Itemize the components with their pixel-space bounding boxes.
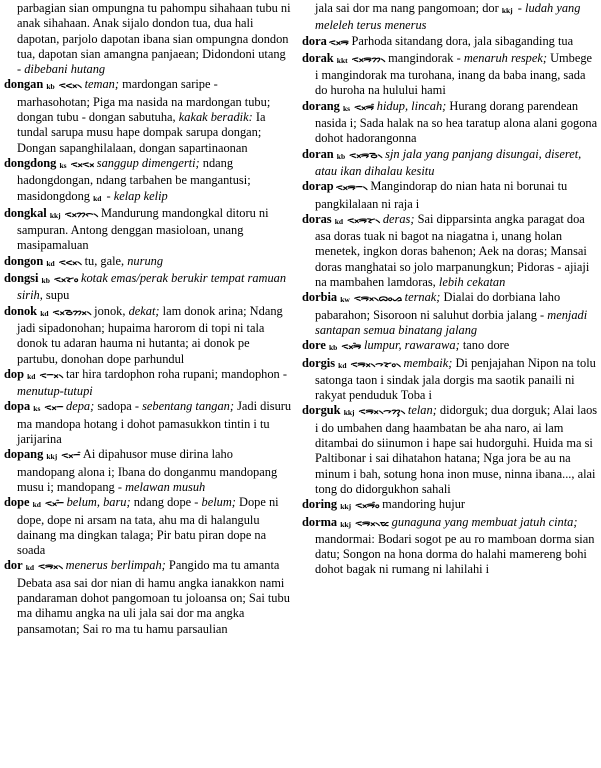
word-class-tag: kd — [25, 563, 35, 573]
entry-headword: donok — [4, 303, 38, 318]
entry-headword: dorguk — [302, 403, 341, 418]
definition-text: Hurang dorang parendean nasida i; Sada halak na so hea taratup alona alani gogona dohot hadorangonna — [315, 98, 598, 146]
definition-text: Umbege i mangindorak ma turohana, inang da baba inang, sada do huroha na hulului hami — [315, 50, 593, 98]
dictionary-entry — [4, 156, 292, 206]
definition-italic: dibebani hutang — [24, 62, 106, 77]
entry-headword: dopa — [4, 399, 31, 414]
entry-headword: dongsi — [4, 271, 39, 286]
word-class-tag: kb — [41, 276, 50, 286]
entry-headword: dongdong — [4, 155, 57, 170]
entry-headword: dorbia — [302, 290, 338, 305]
definition-italic: menjadi santapan semua binatang jalang — [315, 307, 588, 337]
batak-script-word: ᯑᯬᯒᯘ᯲ — [347, 215, 380, 226]
definition-italic: melawan musuh — [125, 479, 206, 494]
definition-italic: menerus berlimpah; — [65, 558, 166, 573]
word-class-tag: kd — [27, 371, 36, 381]
definition-italic: nurung — [127, 253, 164, 268]
batak-script-word: ᯑᯬᯒᯩ — [341, 342, 362, 353]
word-class-tag: kd — [40, 308, 49, 318]
batak-script-word: ᯑᯬᯉᯬᯂ᯲ — [52, 307, 92, 318]
word-class-tag: kkj — [340, 519, 352, 529]
word-class-tag: kkt — [336, 55, 348, 65]
definition-italic: sjn jala yang panjang disungai, diseret, atau ikan dihalau kesitu — [315, 146, 582, 178]
definition-text: Ai dipahusor muse dirina laho mandopang alona i; Ibana do donganmu mandopang musu i; mandopang - — [17, 447, 278, 494]
word-class-tag: kd — [32, 500, 41, 510]
dictionary-entry — [4, 304, 292, 367]
definition-text: mandormai: Bodari sogot pe au ro mamboan dorma sian datu; Songon na hona dorma do halahi mamereng bohi dohot bagak ni rumang ni lahilahi i — [315, 531, 595, 577]
batak-script-word: ᯑᯬᯒ᯲ᯎᯪᯘ᯲ — [350, 359, 401, 370]
dictionary-entry — [302, 51, 598, 99]
batak-script-word: ᯑᯬᯒᯉ᯲ — [349, 150, 383, 161]
word-class-tag: kkj — [343, 408, 355, 418]
batak-script-word: ᯑᯬᯇ᯲ — [39, 370, 64, 381]
entry-headword: dopang — [4, 447, 44, 462]
batak-script-word: ᯑᯬᯇ — [44, 403, 64, 414]
definition-text: didorguk; dua dorguk; Alai laos i do umbahen dang haambatan be aha naro, ai lam ditambai do siinumon i hape sai hudorguhi. Huida ma si Paltibonar i sai dihatahon hatana; Nga jora be au na minum i bah, sotung hona inon muse, ninna ibana..., alai tong do didorgukhon sahali — [315, 403, 598, 496]
word-class-tag: ks — [59, 160, 67, 170]
entry-headword: dorap — [302, 179, 334, 194]
dictionary-entry — [302, 403, 598, 497]
definition-italic: ludah yang meleleh terus menerus — [315, 1, 581, 33]
batak-script-word: ᯑᯬᯒᯰ — [354, 102, 374, 113]
entry-headword: dorgis — [302, 355, 336, 370]
entry-headword: dorak — [302, 50, 334, 65]
dictionary-entry — [302, 179, 598, 212]
word-class-tag: ks — [342, 103, 351, 113]
batak-script-word: ᯑᯬᯒᯇ᯲ — [335, 183, 368, 194]
word-class-tag: kkj — [46, 452, 58, 462]
batak-script-word: ᯑᯬᯒ᯲ᯅᯪᯀ — [353, 294, 402, 305]
definition-italic: kotak emas/perak berukir tempat ramuan sirih, — [17, 271, 287, 303]
entry-headword: dongan — [4, 77, 44, 92]
entry-headword: doran — [302, 146, 334, 161]
entry-continuation — [4, 1, 292, 77]
word-class-tag: kd — [334, 216, 344, 226]
word-class-tag: kd — [338, 360, 347, 370]
dictionary-entry — [4, 271, 292, 304]
definition-text: jonok, — [94, 303, 129, 318]
batak-script-word: ᯑᯬᯝ᯲ — [58, 81, 82, 92]
batak-script-word: ᯑᯬᯘᯪ — [53, 275, 78, 286]
definition-text: Mandurung mandongkal ditoru ni sampuran. Antong denggan masioloan, unang masipamaluan — [17, 205, 269, 253]
word-class-tag: ks — [33, 404, 41, 414]
batak-script-word: ᯑᯬᯒ — [328, 37, 349, 48]
batak-script-word: ᯑᯬᯂᯞ᯲ — [64, 209, 98, 220]
batak-script-word: ᯑᯬᯇᯰ — [61, 451, 80, 462]
definition-text: Pangido ma tu amanta Debata asa sai dor nian di hamu angka ianakkon nami pandaraman dohot pangomoan tu joloansa on; Sai tubu ma dihamu angka na uli jala sai dor ma angka pansamotan; Sai ro ma tu hamu parsaulian — [17, 558, 290, 636]
definition-italic: deras; — [382, 211, 415, 226]
batak-script-word: ᯑᯬᯒ᯲ᯔ — [355, 518, 389, 529]
batak-script-word: ᯑᯬᯑᯬ — [70, 159, 94, 170]
entry-headword: doras — [302, 211, 332, 226]
dictionary-entry — [302, 338, 598, 355]
definition-italic: hidup, lincah; — [376, 98, 447, 113]
word-class-tag: kd — [93, 193, 102, 203]
definition-italic: menaruh respek; — [463, 50, 547, 65]
entry-headword: dope — [4, 495, 30, 510]
dictionary-entry — [302, 290, 598, 338]
dictionary-entry — [302, 515, 598, 578]
definition-italic: sanggup dimengerti; — [96, 155, 200, 170]
entry-headword: dorang — [302, 98, 340, 113]
definition-text: Sai dipparsinta angka paragat doa asa doras tuak ni bagot na niagatna i, unang holan menetek, ingkon doras bahenon; Aek na doras; Mansai doras manghatai so jolo marpanungkun; Pidoras - ajiaji na mambahen lamdoras, — [315, 211, 590, 290]
definition-text: Mangindorap do nian hata ni borunai tu pangkilalaan ni raja i — [315, 179, 568, 211]
definition-text: - — [103, 188, 114, 203]
definition-text: tano dore — [459, 338, 510, 353]
definition-text: Ia tundal sarupa musu hape dompak sarupa dongan; Dongan sapanghilalaan, dongan sapartinaonan — [17, 110, 266, 155]
batak-script-word: ᯑᯬᯇᯩ — [44, 499, 64, 510]
batak-script-word: ᯑᯬᯒᯂ᯲ — [351, 54, 386, 65]
dictionary-entry — [302, 497, 598, 514]
definition-italic: belum, baru; — [66, 495, 131, 510]
dictionary-entry — [4, 495, 292, 558]
dictionary-entry — [4, 399, 292, 447]
dictionary-entry — [4, 77, 292, 155]
definition-text: Dialai do dorbiana laho pabarahon; Sisoroon ni saluhut dorbia jalang - — [315, 290, 561, 322]
entry-headword: dongon — [4, 253, 44, 268]
definition-text: parbagian sian ompungna tu pahompu sihahaan tubu ni anak sihahaan. Anak sijalo dondon tua, dua hali dapotan, parjolo dapotan ibana sian ompungna dondon tua, dapotan sian amangna panjaean; Didondoni utang - — [17, 1, 291, 77]
entry-headword: dora — [302, 33, 327, 48]
batak-script-word: ᯑᯬᯝ᯲ — [58, 257, 82, 268]
dictionary-entry — [302, 212, 598, 290]
dictionary-entry — [4, 254, 292, 271]
batak-script-word: ᯑᯬᯒᯪᯰ — [355, 501, 380, 512]
definition-text: mangindorak - — [388, 50, 464, 65]
dictionary-entry — [4, 367, 292, 400]
entry-continuation — [302, 1, 598, 34]
dictionary-entry — [302, 147, 598, 180]
definition-text: mardongan saripe - marhasohotan; Piga ma nasida na mardongan tubu; dongan tubu - dongan sabutuha, — [17, 77, 271, 125]
dictionary-entry — [302, 99, 598, 147]
word-class-tag: kkj — [49, 210, 61, 220]
definition-text: Jadi disuru ma mandopa hotang i dohot pamasukkon tintin i tu jarijarina — [17, 399, 292, 447]
definition-italic: kelap kelip — [113, 188, 168, 203]
definition-text: tu, gale, — [84, 253, 128, 268]
definition-italic: ternak; — [404, 290, 441, 305]
word-class-tag: kb — [336, 151, 346, 161]
definition-text: - — [514, 1, 526, 15]
definition-italic: depa; — [66, 399, 95, 414]
dictionary-entry — [302, 356, 598, 404]
word-class-tag: kd — [46, 258, 55, 268]
definition-italic: kakak beradik: — [178, 110, 253, 125]
word-class-tag: kb — [328, 343, 338, 353]
dictionary-entry — [4, 558, 292, 636]
word-class-tag: kw — [340, 295, 350, 305]
definition-italic: dekat; — [128, 303, 160, 318]
definition-italic: lebih cekatan — [438, 275, 506, 290]
definition-text: jala sai dor ma nang pangomoan; dor — [315, 1, 502, 15]
dictionary-entry — [302, 34, 598, 51]
definition-text: tar hira tardophon roha rupani; mandophon - — [66, 366, 287, 381]
batak-script-word: ᯑᯬᯒ᯲ᯎᯮᯂ᯲ — [358, 407, 405, 418]
definition-text: Dope ni dope, dope ni arsam na tata, ahu ma di halangulu dainang ma dingkan talaga; Pir batu piran dope na soada — [17, 495, 279, 558]
entry-headword: dorma — [302, 514, 338, 529]
definition-text: ndang dope - — [130, 495, 202, 510]
definition-italic: sebentang tangan; — [142, 399, 234, 414]
definition-text: lam donok arina; Ndang jadi sipadonohan; hupaima harorom di topi ni tala donok tu adaran hauma ni hutanta; ai donok pe partubu, donohan dope parhundul — [17, 303, 283, 366]
definition-italic: belum; — [201, 495, 236, 510]
definition-italic: teman; — [84, 77, 119, 92]
right-column — [302, 1, 598, 578]
word-class-tag: kkj — [340, 502, 352, 512]
definition-text: supu — [42, 288, 70, 303]
definition-italic: lumpur, rawarawa; — [364, 338, 460, 353]
entry-headword: dongkal — [4, 205, 47, 220]
word-class-tag: kb — [46, 82, 55, 92]
definition-italic: menutup-tutupi — [17, 384, 93, 399]
definition-text: ndang hadongdongan, ndang tarbahen be mangantusi; masidongdong — [17, 155, 251, 203]
definition-italic: membaik; — [403, 355, 453, 370]
definition-text: Parhoda sitandang dora, jala sibaganding tua — [351, 33, 574, 48]
definition-text: sadopa - — [94, 399, 143, 414]
definition-text: mandoring hujur — [382, 497, 466, 512]
entry-headword: dore — [302, 338, 326, 353]
word-class-tag: kkj — [501, 6, 513, 15]
definition-italic: telan; — [407, 403, 437, 418]
dictionary-entry — [4, 447, 292, 495]
left-column — [4, 1, 292, 637]
dictionary-entry — [4, 206, 292, 254]
definition-italic: gunaguna yang membuat jatuh cinta; — [391, 514, 578, 529]
definition-text: Di penjajahan Nipon na tolu satonga taon i sindak jala dorgis ma saotik panaili ni rakyat penduduk Toba i — [315, 355, 596, 403]
batak-script-word: ᯑᯬᯒ᯲ — [38, 562, 63, 573]
entry-headword: dor — [4, 558, 23, 573]
entry-headword: dop — [4, 366, 24, 381]
entry-headword: doring — [302, 497, 338, 512]
